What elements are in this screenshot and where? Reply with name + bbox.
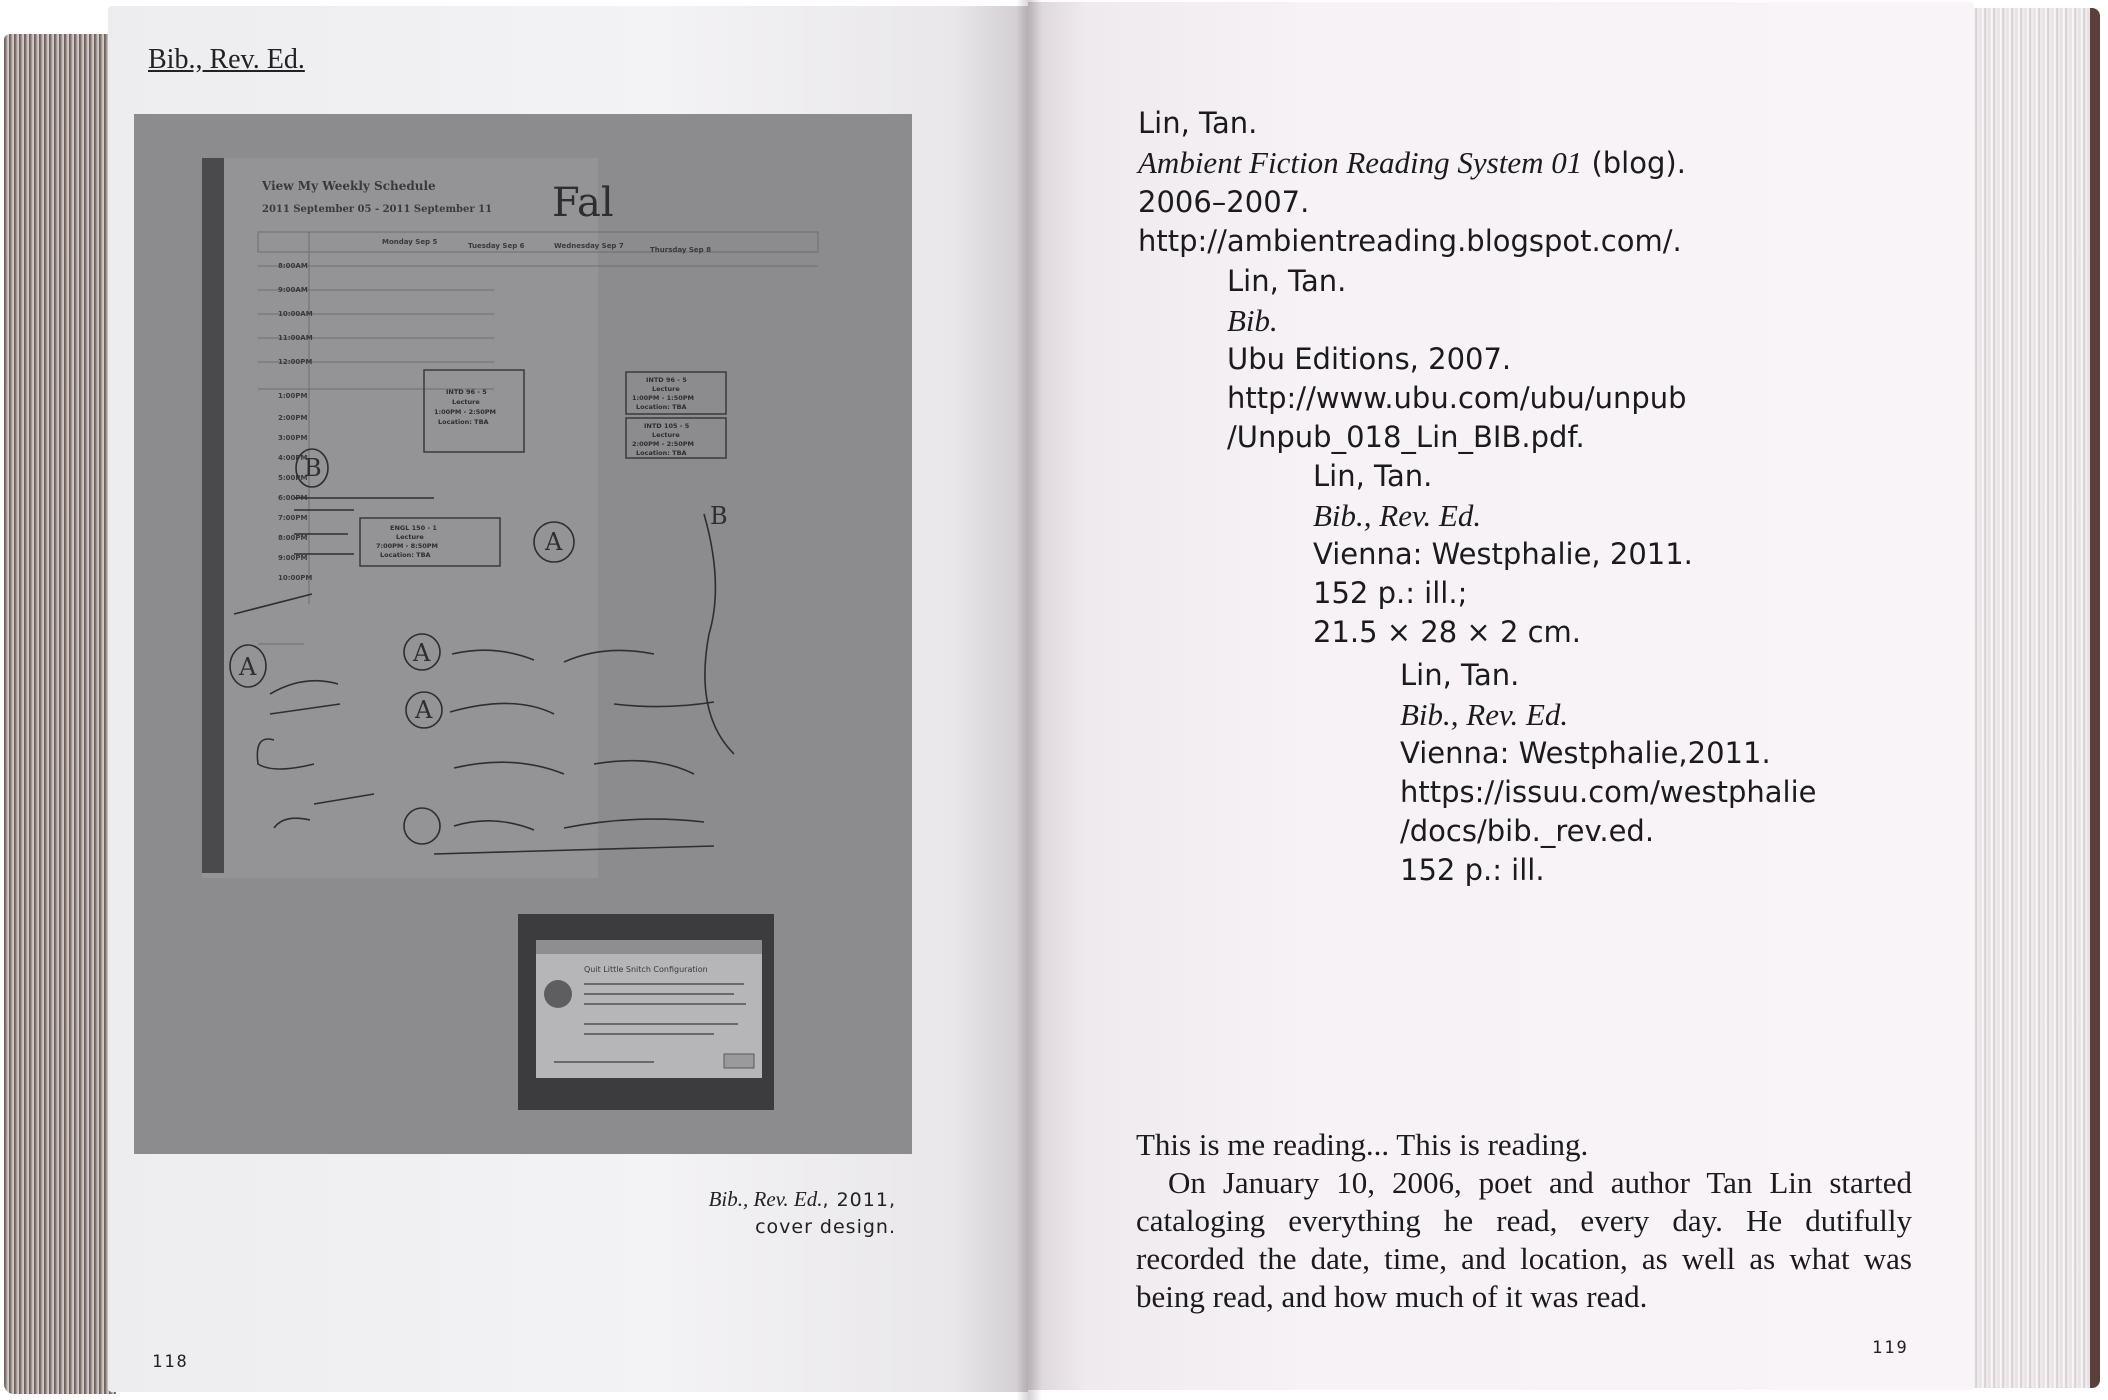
bib-url-cont: /Unpub_018_Lin_BIB.pdf. xyxy=(1227,420,1585,454)
time-label: 9:00PM xyxy=(278,554,308,562)
cover-figure xyxy=(134,114,912,1154)
time-label: 7:00PM xyxy=(278,514,308,522)
bib-url: http://ambientreading.blogspot.com/. xyxy=(1138,224,1682,258)
time-label: 4:00PM xyxy=(278,454,308,462)
bib-url-cont: /docs/bib._rev.ed. xyxy=(1400,814,1655,848)
caption-year: , 2011, xyxy=(822,1189,896,1211)
event-title: INTD 96 - 5 xyxy=(446,388,487,396)
time-label: 10:00PM xyxy=(278,574,313,582)
bib-author: Lin, Tan. xyxy=(1400,658,1520,692)
caption-title: Bib., Rev. Ed. xyxy=(708,1187,823,1211)
bib-entry-3 xyxy=(1313,457,1693,652)
event-time: 1:00PM - 2:50PM xyxy=(434,408,497,416)
handwritten-fall: Fal xyxy=(552,180,614,226)
cover-photo xyxy=(134,114,912,1154)
hand-mark: A xyxy=(239,653,257,681)
bib-entry-2 xyxy=(1227,262,1687,457)
time-label: 10:00AM xyxy=(278,310,313,318)
right-page-edges xyxy=(1960,8,2100,1388)
page-number-right: 119 xyxy=(1872,1338,1909,1358)
time-label: 9:00AM xyxy=(278,286,308,294)
caption-description: cover design. xyxy=(755,1216,896,1238)
bib-medium: (blog). xyxy=(1582,146,1686,180)
time-label: 11:00AM xyxy=(278,334,313,342)
bib-pages: 152 p.: ill.; xyxy=(1313,576,1468,610)
day-label: Tuesday Sep 6 xyxy=(468,242,525,250)
time-label: 5:00PM xyxy=(278,474,308,482)
dialog-app-icon xyxy=(544,980,572,1008)
bib-entry-1 xyxy=(1138,104,1686,261)
hand-mark: A xyxy=(415,696,433,724)
left-page-edges xyxy=(4,34,116,1394)
time-label: 8:00AM xyxy=(278,262,308,270)
bib-title: Bib. xyxy=(1227,303,1278,338)
time-label: 3:00PM xyxy=(278,434,308,442)
figure-caption xyxy=(686,1186,896,1241)
event-title: INTD 96 - 5 xyxy=(646,376,687,384)
event-time: 2:00PM - 2:50PM xyxy=(632,440,695,448)
event-location: Location: TBA xyxy=(438,418,489,426)
bib-author: Lin, Tan. xyxy=(1313,459,1433,493)
bib-date: 2006–2007. xyxy=(1138,185,1310,219)
bib-title: Ambient Fiction Reading System 01 xyxy=(1138,145,1583,180)
bib-url: https://issuu.com/westphalie xyxy=(1400,775,1817,809)
event-location: Location: TBA xyxy=(636,449,687,457)
bib-dimensions: 21.5 × 28 × 2 cm. xyxy=(1313,615,1582,649)
dialog-button xyxy=(724,1054,754,1068)
time-label: 2:00PM xyxy=(278,414,308,422)
bib-author: Lin, Tan. xyxy=(1138,106,1258,140)
event-title: ENGL 150 - 1 xyxy=(390,524,437,532)
sheet-spine-bar xyxy=(202,158,224,873)
event-type: Lecture xyxy=(652,385,680,393)
bib-publisher: Vienna: Westphalie, 2011. xyxy=(1313,537,1693,571)
event-type: Lecture xyxy=(452,398,480,406)
hand-mark: B xyxy=(710,502,728,530)
bib-entry-4 xyxy=(1400,656,1816,890)
paragraph-2: On January 10, 2006, poet and author Tan Lin started cataloging everything he read, every day. He dutifully recorded the date, time, and location, as well as what was being read, and how much of it was read. xyxy=(1136,1165,1912,1314)
bib-author: Lin, Tan. xyxy=(1227,264,1347,298)
bib-title: Bib., Rev. Ed. xyxy=(1400,697,1569,732)
bib-publisher: Vienna: Westphalie,2011. xyxy=(1400,736,1771,770)
time-label: 12:00PM xyxy=(278,358,313,366)
event-title: INTD 105 - 5 xyxy=(644,422,690,430)
book-gutter xyxy=(1016,0,1042,1400)
hand-mark: B xyxy=(304,454,322,482)
bib-title: Bib., Rev. Ed. xyxy=(1313,498,1482,533)
event-type: Lecture xyxy=(396,533,424,541)
hand-mark: A xyxy=(413,639,431,667)
event-location: Location: TBA xyxy=(380,551,431,559)
event-type: Lecture xyxy=(652,431,680,439)
day-label: Monday Sep 5 xyxy=(382,238,438,246)
bib-publisher: Ubu Editions, 2007. xyxy=(1227,342,1512,376)
event-location: Location: TBA xyxy=(636,403,687,411)
time-label: 8:00PM xyxy=(278,534,308,542)
time-label: 1:00PM xyxy=(278,392,308,400)
running-head: Bib., Rev. Ed. xyxy=(148,44,305,75)
hand-mark: A xyxy=(545,528,563,556)
time-label: 6:00PM xyxy=(278,494,308,502)
event-time: 1:00PM - 1:50PM xyxy=(632,394,695,402)
schedule-range: 2011 September 05 - 2011 September 11 xyxy=(262,204,493,215)
page-number-left: 118 xyxy=(152,1352,189,1372)
schedule-title: View My Weekly Schedule xyxy=(262,179,436,193)
event-time: 7:00PM - 8:50PM xyxy=(376,542,439,550)
bib-pages: 152 p.: ill. xyxy=(1400,853,1545,887)
paragraph-1: This is me reading... This is reading. xyxy=(1136,1127,1589,1162)
body-text xyxy=(1136,1126,1912,1316)
dialog-title: Quit Little Snitch Configuration xyxy=(584,965,708,974)
day-label: Thursday Sep 8 xyxy=(650,246,711,254)
day-label: Wednesday Sep 7 xyxy=(554,242,624,250)
bib-url: http://www.ubu.com/ubu/unpub xyxy=(1227,381,1687,415)
dialog-titlebar xyxy=(536,940,762,954)
